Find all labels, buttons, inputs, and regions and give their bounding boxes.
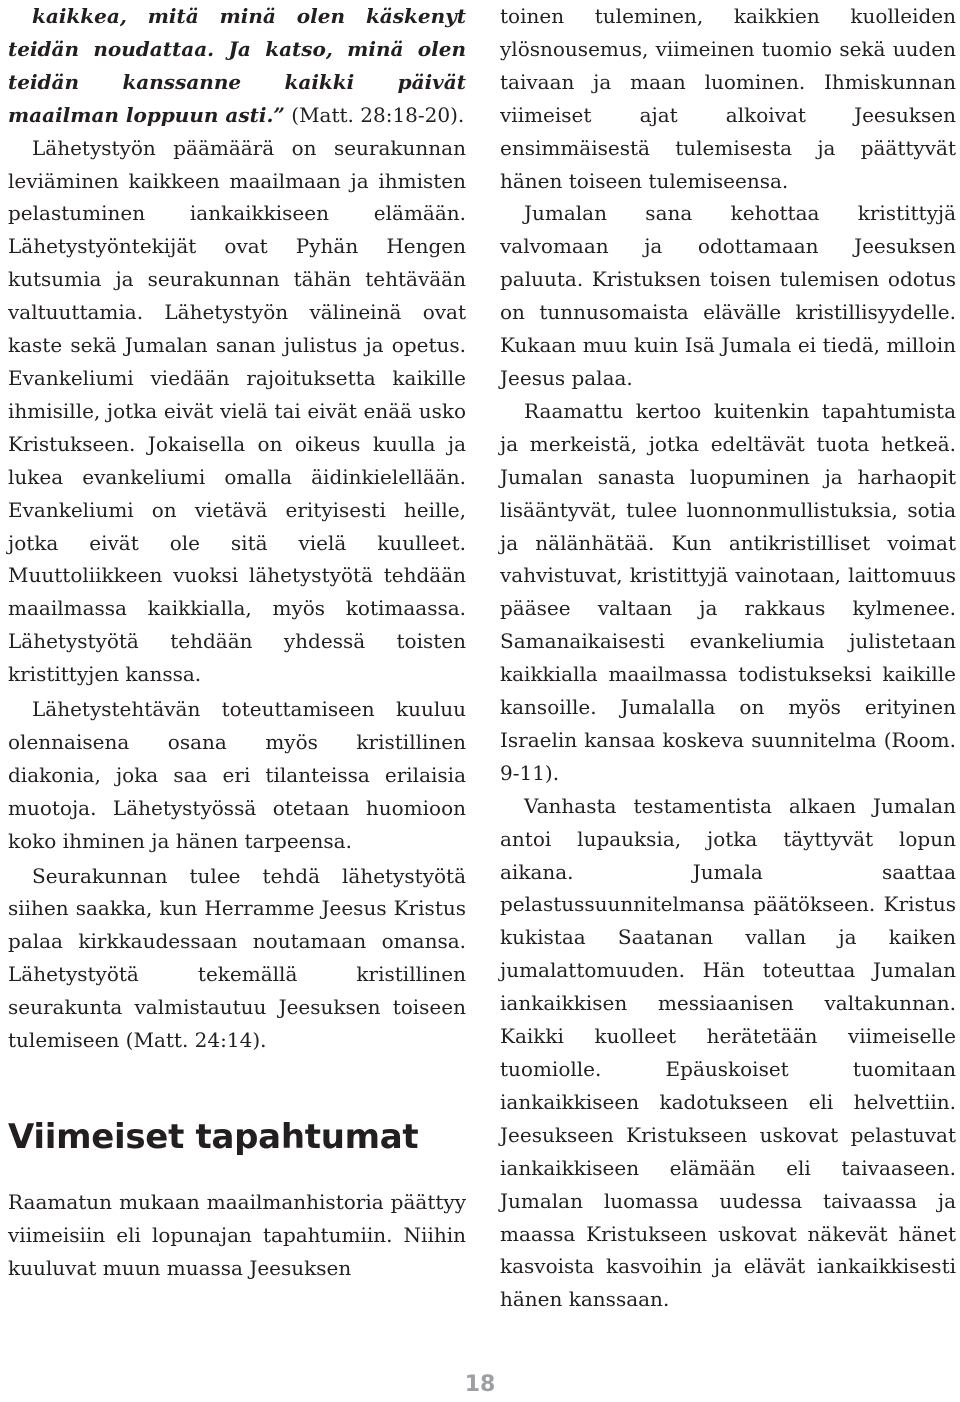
section-intro-paragraph: Raamatun mukaan maailmanhistoria päättyy viimeisiin eli lopunajan tapahtumiin. Niihin kuuluvat muun muassa Jeesuksen [8, 1190, 466, 1280]
right-column [500, 0, 956, 1316]
body-paragraph: Lähetystehtävän toteuttamiseen kuuluu olennaisena osana myös kristillinen diakonia, joka saa eri tilanteissa erilaisia muotoja. Lähetystyössä otetaan huomioon koko ihminen ja hänen tarpeensa. [8, 697, 466, 853]
body-paragraph: Lähetystyön päämäärä on seurakunnan leviäminen kaikkeen maailmaan ja ihmisten pelastuminen iankaikkiseen elämään. Lähetystyöntekijät ovat Pyhän Hengen kutsumia ja seurakunnan tähän tehtävään valtuuttamia. Lähetystyön välineinä ovat kaste sekä Jumalan sanan julistus ja opetus. Evankeliumi viedään rajoituksetta kaikille ihmisille, jotka eivät vielä tai eivät enää usko Kristukseen. Jokaisella on oikeus kuulla ja lukea evankeliumi omalla äidinkielellään. Evankeliumi on vietävä erityisesti heille, jotka eivät ole sitä vielä kuulleet. Muuttoliikkeen vuoksi lähetystyötä tehdään maailmassa kaikkialla, myös kotimaassa. Lähetystyötä tehdään yhdessä toisten kristittyjen kanssa. [8, 135, 466, 687]
section-heading: Viimeiset tapahtumat [8, 1117, 419, 1157]
body-paragraph: toinen tuleminen, kaikkien kuolleiden ylösnousemus, viimeinen tuomio sekä uuden taivaan ja maan luominen. Ihmiskunnan viimeiset ajat alkoivat Jeesuksen ensimmäisestä tulemisesta ja päättyvät hänen toiseen tulemiseensa. [500, 4, 956, 193]
page-number: 18 [464, 1372, 496, 1397]
body-paragraph: Seurakunnan tulee tehdä lähetystyötä siihen saakka, kun Herramme Jeesus Kristus palaa kirkkaudessaan noutamaan omansa. Lähetystyötä tekemällä kristillinen seurakunta valmistautuu Jeesuksen toiseen tulemiseen (Matt. 24:14). [8, 863, 466, 1053]
scripture-quote [8, 0, 466, 132]
body-paragraph: Raamattu kertoo kuitenkin tapahtumista ja merkeistä, jotka edeltävät tuota hetkeä. Jumalan sanasta luopuminen ja harhaopit lisääntyvät, tulee luonnonmullistuksia, sotia ja nälänhätää. Kun antikristilliset voimat vahvistuvat, kristittyjä vainotaan, laittomuus pääsee valtaan ja rakkaus kylmenee. Samanaikaisesti evankeliumia julistetaan kaikkialla maailmassa todistukseksi kaikille kansoille. Jumalalla on myös erityinen Israelin kansaa koskeva suunnitelma (Room. 9-11). [500, 398, 956, 785]
body-paragraph: Jumalan sana kehottaa kristittyjä valvomaan ja odottamaan Jeesuksen paluuta. Kristuksen toisen tulemisen odotus on tunnusomaista elävälle kristillisyydelle. Kukaan muu kuin Isä Jumala ei tiedä, milloin Jeesus palaa. [500, 201, 956, 390]
left-column [8, 0, 466, 1285]
body-paragraph: Vanhasta testamentista alkaen Jumalan antoi lupauksia, jotka täyttyvät lopun aikana. Jumala saattaa pelastussuunnitelmansa päätökseen. Kristus kukistaa Saatanan vallan ja kaiken jumalattomuuden. Hän toteuttaa Jumalan iankaikkisen messiaanisen valtakunnan. Kaikki kuolleet herätetään viimeiselle tuomiolle. Epäuskoiset tuomitaan iankaikkiseen kadotukseen eli helvettiin. Jeesukseen Kristukseen uskovat pelastuvat iankaikkiseen elämään eli taivaaseen. Jumalan luomassa uudessa taivaassa ja maassa Kristukseen uskovat näkevät hänet kasvoista kasvoihin ja elävät iankaikkisesti hänen kanssaan. [500, 793, 956, 1312]
quote-reference: (Matt. 28:18-20). [284, 102, 465, 127]
quote-text: kaikkea, mitä minä olen käskenyt teidän noudattaa. Ja katso, minä olen teidän kanssanne kaikki päivät maailman loppuun asti.” [8, 4, 466, 127]
